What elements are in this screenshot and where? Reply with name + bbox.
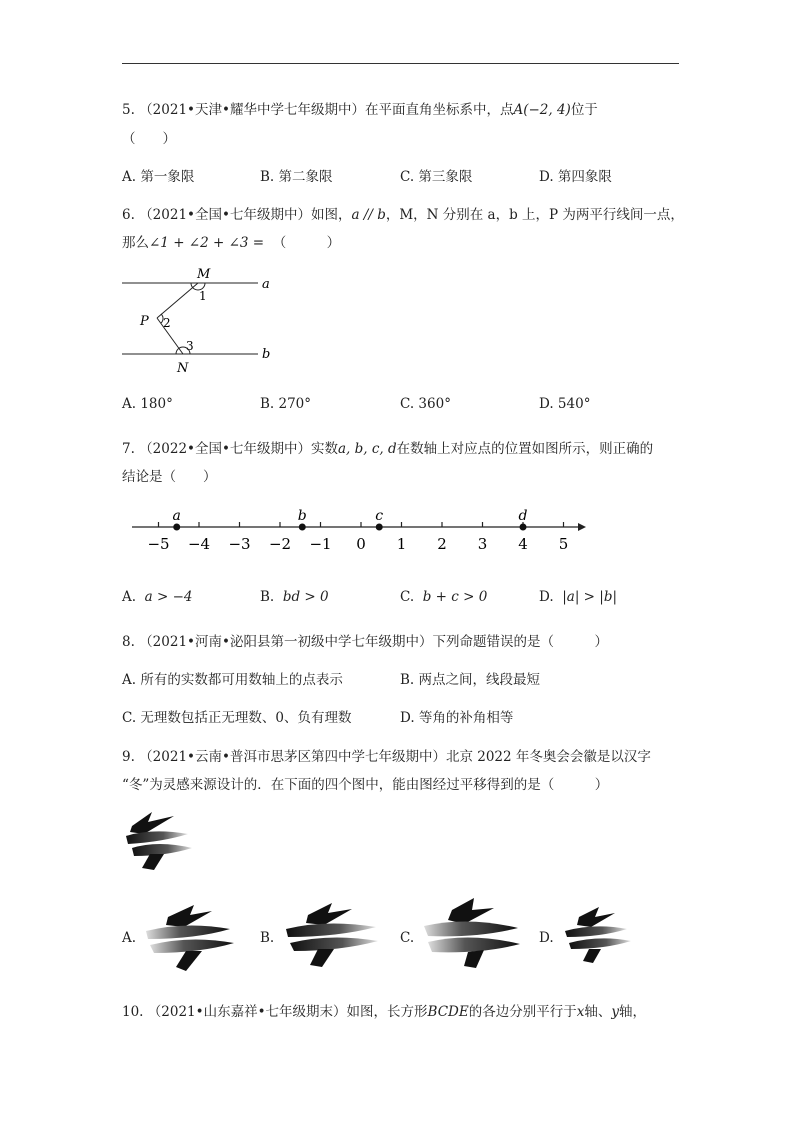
q7-option-b-math: bd > 0 [282, 589, 329, 605]
number-line-point-label-a: a [172, 508, 181, 524]
q5-answer-blank: （ ） [122, 131, 176, 147]
number-line-tick-label: 0 [356, 535, 366, 553]
q7-option-c-letter: C. [400, 589, 415, 605]
number-line-tick-label: −4 [187, 535, 211, 553]
q6-option-a[interactable]: A. 180° [122, 396, 173, 412]
number-line-point-label-b: b [297, 508, 307, 524]
q7-option-d-letter: D. [539, 589, 554, 605]
label-a: a [262, 277, 270, 292]
q5-option-a[interactable]: A. 第一象限 [122, 169, 195, 185]
q10-text: 10. （2021•山东嘉祥•七年级期末）如图，长方形 [122, 1004, 428, 1020]
q6-answer-blank: （ ） [272, 235, 341, 251]
q6-option-b[interactable]: B. 270° [260, 396, 312, 412]
number-line-tick-label: −5 [147, 535, 170, 553]
q7-text: 7. （2022•全国•七年级期中）实数 [122, 441, 338, 457]
q9-option-a-emblem [146, 905, 234, 971]
q9-option-a[interactable]: A. [122, 930, 137, 946]
q10-stem [122, 1000, 646, 1020]
label-m: M [197, 267, 211, 282]
q9-option-c-emblem [424, 898, 520, 968]
q7-option-d-math: |a| > |b| [562, 589, 618, 605]
q7-stem-2: 结论是（ ） [122, 469, 217, 485]
q5-option-c[interactable]: C. 第三象限 [400, 169, 473, 185]
number-line-point-label-d: d [518, 508, 528, 524]
q7-option-b-letter: B. [260, 589, 275, 605]
q10-text-2: 的各边分别平行于 [468, 1004, 577, 1020]
q8-option-b[interactable]: B. 两点之间，线段最短 [400, 672, 541, 688]
q6-text-tail: ，M，N 分别在 a，b 上，P 为两平行线间一点， [385, 207, 684, 223]
q6-option-c[interactable]: C. 360° [400, 396, 451, 412]
q9-option-b-emblem [286, 903, 378, 967]
label-angle3: 3 [186, 339, 194, 353]
number-line-tick-label: −3 [228, 535, 251, 553]
q10-text-4: 轴， [619, 1004, 646, 1020]
q7-text-tail: 在数轴上对应点的位置如图所示，则正确的 [396, 441, 654, 457]
number-line-tick-label: 1 [396, 535, 407, 553]
q9-option-d-emblem [565, 907, 631, 963]
q7-vars: a, b, c, d [337, 441, 397, 457]
q6-text: 6. （2021•全国•七年级期中）如图， [122, 207, 352, 223]
q8-option-a[interactable]: A. 所有的实数都可用数轴上的点表示 [122, 672, 343, 688]
label-n: N [177, 361, 189, 376]
q5-text: 5. （2021•天津•耀华中学七年级期中）在平面直角坐标系中，点 [122, 102, 514, 118]
q5-option-b[interactable]: B. 第二象限 [260, 169, 333, 185]
q6-option-d[interactable]: D. 540° [539, 396, 591, 412]
number-line-tick-label: −1 [309, 535, 332, 553]
label-angle2: 2 [163, 316, 171, 330]
q9-option-b[interactable]: B. [260, 930, 275, 946]
q10-y: y [611, 1004, 619, 1020]
q7-option-a-letter: A. [122, 589, 137, 605]
q5-text-tail: 位于 [570, 102, 598, 118]
number-line-tick-label: −2 [268, 535, 292, 553]
number-line-tick-label: 3 [477, 535, 488, 553]
q8-option-d[interactable]: D. 等角的补角相等 [400, 710, 514, 726]
q5-point: A(−2, 4) [513, 102, 571, 118]
q5-option-d[interactable]: D. 第四象限 [539, 169, 612, 185]
q7-option-a-math: a > −4 [144, 589, 193, 605]
q6-expression: ∠1 + ∠2 + ∠3 = [149, 235, 265, 251]
q9-stem: 9. （2021•云南•普洱市思茅区第四中学七年级期中）北京 2022 年冬奥会会徽是以汉字 [122, 749, 651, 765]
number-line-point-label-c: c [375, 508, 384, 524]
q10-rect: BCDE [427, 1004, 469, 1020]
q9-option-c[interactable]: C. [400, 930, 415, 946]
q9-option-d[interactable]: D. [539, 930, 554, 946]
q10-text-3: 轴、 [584, 1004, 612, 1020]
q6-parallel: a // b [351, 207, 386, 223]
q8-stem: 8. （2021•河南•泌阳县第一初级中学七年级期中）下列命题错误的是（ ） [122, 634, 608, 650]
q9-original-emblem [126, 812, 192, 870]
q9-stem-2: “冬”为灵感来源设计的．在下面的四个图中，能由图经过平移得到的是（ ） [122, 777, 609, 793]
number-line-tick-label: 4 [518, 535, 528, 553]
q10-x: x [576, 1004, 585, 1020]
q6-text-2: 那么 [122, 235, 149, 251]
label-b: b [262, 347, 271, 362]
label-angle1: 1 [199, 289, 207, 303]
q8-option-c[interactable]: C. 无理数包括正无理数、0、负有理数 [122, 710, 352, 726]
q7-option-c-math: b + c > 0 [422, 589, 488, 605]
label-p: P [140, 314, 149, 329]
number-line-tick-label: 5 [558, 535, 569, 553]
number-line-tick-label: 2 [437, 535, 447, 553]
